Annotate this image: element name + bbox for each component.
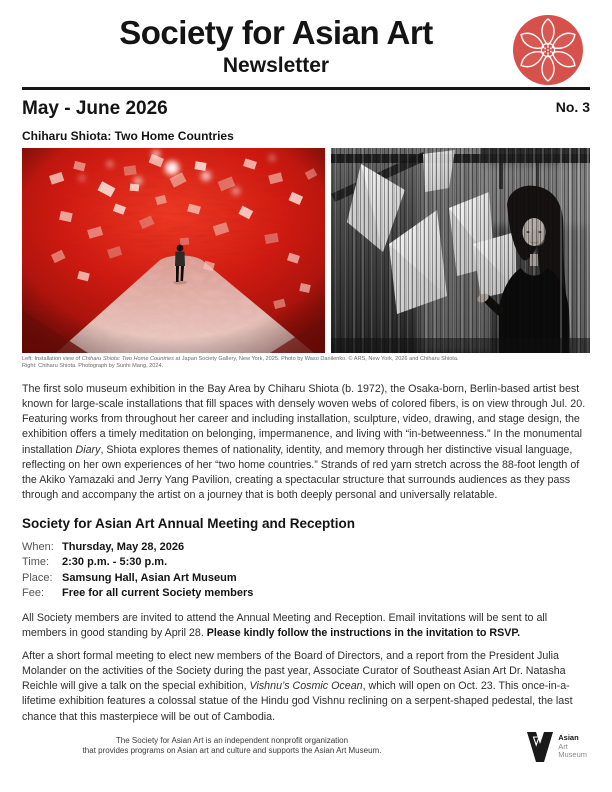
- masthead: [22, 0, 590, 78]
- newsletter-subtitle: Newsletter: [222, 54, 330, 77]
- issue-date: May - June 2026: [22, 98, 168, 119]
- detail-label: When:: [22, 540, 54, 553]
- society-flower-logo: [511, 13, 585, 87]
- detail-row-place: [22, 571, 590, 587]
- meeting-rsvp-paragraph: All Society members are invited to attend the Annual Meeting and Reception. Email invitations will be sent to all members in good standing by April 28. Please kindly follow the instructions in the invitation to RSVP.: [22, 611, 548, 640]
- meeting-details: [22, 540, 590, 602]
- footer-line1: The Society for Asian Art is an independent nonprofit organization: [115, 736, 349, 745]
- header-rule: [22, 87, 590, 90]
- installation-photo: [22, 148, 325, 353]
- image-caption-right: Right: Chiharu Shiota. Photograph by Sunhi Mang, 2024.: [22, 362, 164, 369]
- detail-value: 2:30 p.m. - 5:30 p.m.: [62, 556, 168, 569]
- detail-row-fee: [22, 586, 590, 602]
- newsletter-title: Society for Asian Art: [119, 14, 433, 51]
- asian-art-museum-mark-icon: [527, 732, 553, 762]
- image-caption-left: Left: Installation view of Chiharu Shiota: Two Home Countries at Japan Society Gallery, New York, 2025. Photo by Waso Danilenko. © ARS, New York, 2026 and Chiharu Shiota.: [22, 356, 459, 362]
- detail-row-when: [22, 540, 590, 556]
- asian-art-museum-wordmark: Asian Art Museum: [558, 733, 587, 759]
- asian-art-museum-logo: [527, 732, 587, 762]
- article-body: The first solo museum exhibition in the Bay Area by Chiharu Shiota (b. 1972), the Osaka-born, Berlin-based artist best known for large-scale installations that fill spaces with densely woven webs of colored fibers, is on view through Jul. 20. Featuring works from throughout her career and including installation, sculpture, video, drawing, and stage design, the exhibition offers a timely meditation on belonging, impermanence, and living with “in-betweenness.” In the monumental installation Diary, Shiota explores themes of nationality, identity, and memory through her distinctive visual language, reflecting on her own experiences of her “two home countries.” Strands of red yarn stretch across the 88-foot length of the Akiko Yamazaki and Jerry Yang Pavilion, creating a spectacular structure that surrounds audiences as they pass through and accompany the artist on a journey that is both deeply personal and universally relatable.: [22, 383, 586, 501]
- detail-label: Place:: [22, 571, 53, 584]
- footer-line2: that provides programs on Asian art and culture and supports the Asian Art Museum.: [82, 746, 382, 755]
- article-title: Chiharu Shiota: Two Home Countries: [22, 129, 234, 143]
- image-caption: [22, 356, 590, 369]
- detail-label: Time:: [22, 556, 50, 569]
- detail-label: Fee:: [22, 587, 45, 600]
- detail-value: Samsung Hall, Asian Art Museum: [62, 571, 237, 584]
- detail-value: Thursday, May 28, 2026: [62, 540, 185, 553]
- footer-text: [22, 736, 442, 756]
- detail-value: Free for all current Society members: [62, 587, 254, 600]
- meeting-title: Society for Asian Art Annual Meeting and Reception: [22, 515, 356, 531]
- meeting-program-paragraph: After a short formal meeting to elect new members of the Board of Directors, and a report from the President Julia Molander on the activities of the Society during the past year, Associate Curator of Southeast Asian Art Dr. Natasha Reichle will give a talk on the special exhibition, Vishnu’s Cosmic Ocean, which will open on Oct. 23. This once-in-a-lifetime exhibition features a colossal statue of the Hindu god Vishnu reclining on a serpent-shaped pedestal, the last chance that this masterpiece will be out of Cambodia.: [22, 650, 573, 723]
- artist-portrait-photo: [331, 148, 590, 353]
- article-images: [22, 148, 590, 353]
- detail-row-time: [22, 555, 590, 571]
- issue-number: No. 3: [555, 99, 590, 115]
